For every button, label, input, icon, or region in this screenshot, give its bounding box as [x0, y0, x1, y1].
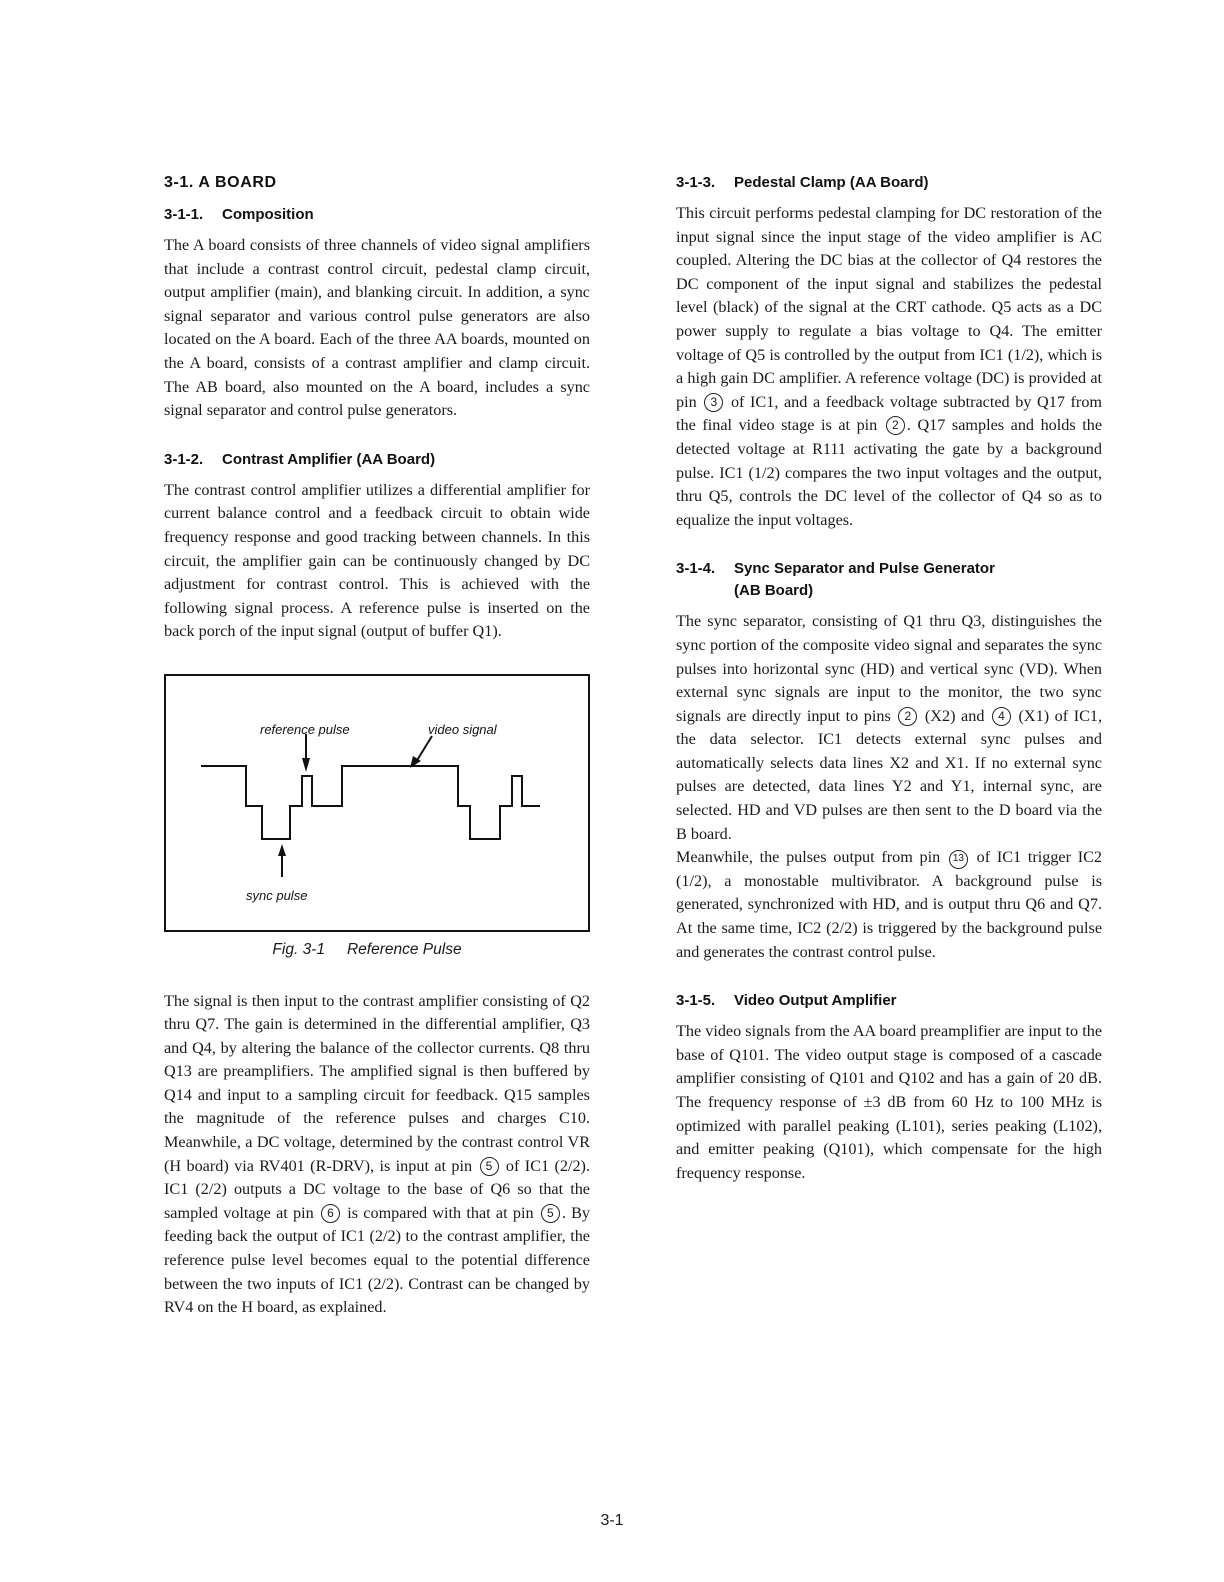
subsection-number: 3-1-4. — [676, 560, 716, 578]
subsection-number: 3-1-2. — [164, 450, 204, 468]
pin-13-symbol: 13 — [949, 850, 968, 869]
pedestal-clamp-paragraph: This circuit performs pedestal clamping for DC restoration of the input signal since the input stage of the video amplifier is AC coupled. Altering the DC bias at the collector of Q4 restores the DC component of the input signal and stabilizes the pedestal level (black) of the signal at the CRT cathode. Q5 acts as a DC power supply to regulate a bias voltage to Q4. The emitter voltage of Q5 is controlled by the output from IC1 (1/2), which is a high gain DC amplifier. A reference voltage (DC) is provided at pin 3 of IC1, and a feedback voltage subtracted by Q17 from the final video stage is at pin 2 . Q17 samples and holds the detected voltage at R111 activating the gate by a background pulse. IC1 (1/2) compares the two input voltages and the output, thru Q5, controls the DC level of the collector of Q4 so as to equalize the input voltages. — [676, 204, 1103, 529]
sync-pulse-arrowhead — [278, 844, 286, 856]
subsection-number: 3-1-5. — [676, 992, 716, 1010]
signal-process-paragraph: The signal is then input to the contrast amplifier consisting of Q2 thru Q7. The gain is determined in the differential amplifier, Q3 and Q4, by altering the balance of the collector currents. Q8 thru Q13 are preamplifiers. The amplified signal is then buffered by Q14 and input to a sampling circuit for feedback. Q15 samples the magnitude of the reference pulses and charges C10. Meanwhile, a DC voltage, determined by the contrast control VR (H board) via RV401 (R-DRV), is input at pin 5 of IC1 (2/2). IC1 (2/2) outputs a DC voltage to the base of Q6 so that the sampled voltage at pin 6 is compared with that at pin 5 . By feeding back the output of IC1 (2/2) to the contrast amplifier, the reference pulse level becomes equal to the potential difference between the two inputs of IC1 (2/2). Contrast can be changed by RV4 on the H board, as explained. — [164, 991, 591, 1317]
section-title: 3-1. A BOARD — [164, 174, 277, 191]
pin-5-symbol: 5 — [541, 1204, 560, 1223]
pin-5-symbol: 5 — [480, 1157, 499, 1176]
subsection-heading-contrast-amplifier — [164, 449, 590, 471]
subsection-number: 3-1-1. — [164, 206, 204, 223]
figure-caption — [164, 938, 590, 962]
subsection-heading-video-output — [676, 990, 1102, 1012]
pin-2-symbol: 2 — [886, 416, 905, 435]
pin-6-symbol: 6 — [321, 1204, 340, 1223]
pulse-generator-paragraph: Meanwhile, the pulses output from pin 13 of IC1 trigger IC2 (1/2), a monostable multivibrator. A background pulse is generated, synchronized with HD, and is output thru Q6 and Q7. At the same time, IC2 (2/2) is triggered by the background pulse and generates the contrast control pulse. — [676, 848, 1102, 961]
contrast-amplifier-paragraph: The contrast control amplifier utilizes a differential amplifier for current balance control and a feedback circuit to obtain wide frequency response and good tracking between channels. In this circuit, the amplifier gain can be continuously changed by DC adjustment for contrast control. This is achieved with the following signal process. A reference pulse is inserted on the back porch of the input signal (output of buffer Q1). — [164, 480, 590, 641]
figure-title: Reference Pulse — [346, 940, 462, 958]
waveform-diagram — [166, 676, 588, 926]
video-waveform — [201, 766, 540, 839]
video-output-paragraph: The video signals from the AA board preamplifier are input to the base of Q101. The video output stage is composed of a cascade amplifier consisting of Q101 and Q102 and has a gain of 20 dB. The frequency response of ±3 dB from 60 Hz to 100 MHz is optimized with parallel peaking (L101), series peaking (L102), and emitter peaking (Q101), which compensate for the high frequency response. — [676, 1022, 1102, 1182]
page-number: 3-1 — [600, 1512, 624, 1529]
subsection-heading-composition — [164, 204, 590, 226]
reference-pulse-label: reference pulse — [260, 721, 350, 737]
subsection-title-cont: (AB Board) — [734, 582, 814, 600]
figure-number: Fig. 3-1 — [272, 940, 325, 958]
right-column — [676, 172, 1102, 1185]
subsection-heading-pedestal-clamp — [676, 172, 1102, 194]
video-signal-label: video signal — [428, 721, 497, 737]
pin-3-symbol: 3 — [704, 393, 723, 412]
pin-2-symbol: 2 — [898, 707, 917, 726]
left-column — [164, 172, 590, 1320]
sync-pulse-label: sync pulse — [246, 887, 308, 903]
sync-separator-paragraph: The sync separator, consisting of Q1 thru Q3, distinguishes the sync portion of the composite video signal and separates the sync pulses into horizontal sync (HD) and vertical sync (VD). When external sync signals are input to the monitor, the two sync signals are directly input to pins 2 (X2) and 4 (X1) of IC1, the data selector. IC1 detects external sync pulses and automatically selects data lines X2 and X1. If no external sync pulses are detected, data lines Y2 and Y1, internal sync, are selected. HD and VD pulses are then sent to the D board via the B board. — [676, 612, 1103, 843]
subsection-heading-sync-separator — [676, 558, 1102, 602]
subsection-title: Video Output Amplifier — [734, 992, 897, 1010]
subsection-title: Contrast Amplifier (AA Board) — [222, 450, 436, 468]
subsection-number: 3-1-3. — [676, 174, 716, 191]
composition-paragraph: The A board consists of three channels of video signal amplifiers that include a contrast control circuit, pedestal clamp circuit, output amplifier (main), and blanking circuit. In addition, a sync signal separator and various control pulse generators are also located on the A board. Each of the three AA boards, mounted on the A board, consists of a contrast amplifier and clamp circuit. The AB board, also mounted on the A board, includes a sync signal separator and control pulse generators. — [164, 236, 590, 420]
subsection-title: Pedestal Clamp (AA Board) — [734, 174, 929, 191]
subsection-title: Composition — [222, 206, 314, 223]
subsection-title: Sync Separator and Pulse Generator — [734, 560, 995, 578]
pin-4-symbol: 4 — [992, 707, 1011, 726]
reference-pulse-figure — [164, 674, 590, 932]
reference-pulse-arrowhead — [302, 758, 310, 772]
